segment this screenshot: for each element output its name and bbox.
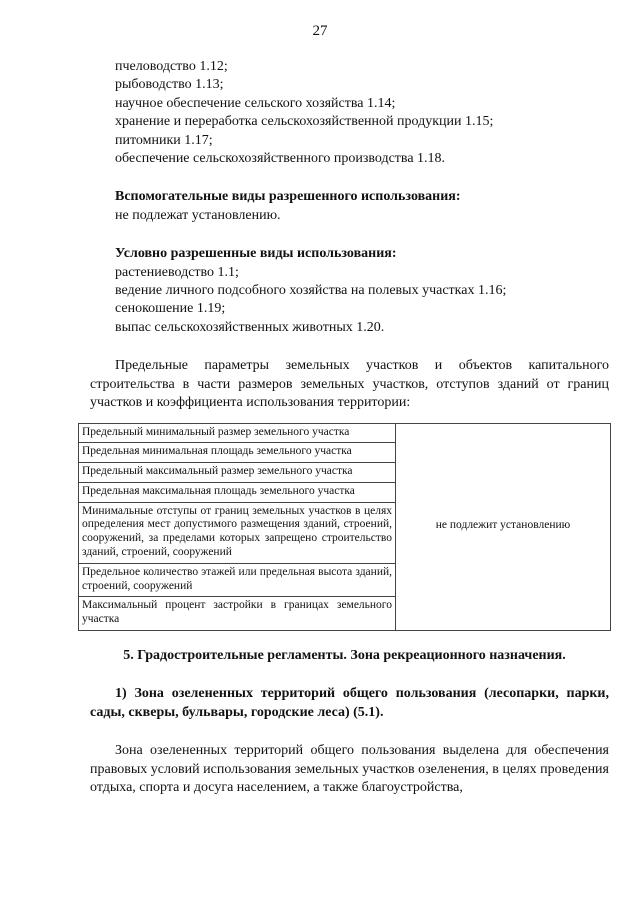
table-cell: Максимальный процент застройки в границах земельного участка <box>79 597 396 631</box>
list-item: питомники 1.17; <box>115 132 213 148</box>
list-item: обеспечение сельскохозяйственного производства 1.18. <box>115 151 446 167</box>
main-uses-list <box>115 58 609 168</box>
subsection-heading: 1) Зона озелененных территорий общего пользования (лесопарки, парки, сады, скверы, бульвары, городские леса) (5.1). <box>90 686 609 720</box>
auxiliary-uses-title: Вспомогательные виды разрешенного использования: <box>115 189 461 205</box>
page-number: 27 <box>312 23 328 39</box>
list-item: ведение личного подсобного хозяйства на полевых участках 1.16; <box>115 283 507 299</box>
auxiliary-uses-text: не подлежат установлению. <box>115 207 281 223</box>
table-cell: Предельный минимальный размер земельного участка <box>79 423 396 443</box>
list-item: научное обеспечение сельского хозяйства 1.14; <box>115 95 396 111</box>
list-item: пчеловодство 1.12; <box>115 59 228 74</box>
table-cell: Предельная минимальная площадь земельного участка <box>79 443 396 463</box>
zone-paragraph: Зона озелененных территорий общего пользования выделена для обеспечения правовых условий использования земельных участков озеленения, в целях проведения отдыха, спорта и досуга населением, а также благоустройства, <box>90 743 609 796</box>
section-heading: 5. Градостроительные регламенты. Зона рекреационного назначения. <box>123 648 566 664</box>
document-body <box>82 58 609 798</box>
limits-value-cell: не подлежит установлению <box>396 423 611 631</box>
list-item: сенокошение 1.19; <box>115 301 226 317</box>
auxiliary-uses <box>115 188 609 225</box>
list-item: хранение и переработка сельскохозяйственной продукции 1.15; <box>115 114 494 130</box>
table-cell: Предельная максимальная площадь земельного участка <box>79 482 396 502</box>
conditional-uses <box>115 245 609 337</box>
list-item: рыбоводство 1.13; <box>115 77 224 93</box>
list-item: выпас сельскохозяйственных животных 1.20. <box>115 319 385 335</box>
table-row <box>79 423 611 443</box>
table-cell: Минимальные отступы от границ земельных участков в целях определения мест допустимого размещения зданий, строений, сооружений, за пределами которых запрещено строительство зданий, строений, сооружений <box>79 502 396 563</box>
table-cell: Предельный максимальный размер земельного участка <box>79 463 396 483</box>
table-cell: Предельное количество этажей или предельная высота зданий, строений, сооружений <box>79 563 396 597</box>
params-intro-paragraph: Предельные параметры земельных участков и объектов капитального строительства в части размеров земельных участков, отступов зданий от границ участков и коэффициента использования территории: <box>90 358 609 411</box>
list-item: растениеводство 1.1; <box>115 264 239 280</box>
conditional-uses-title: Условно разрешенные виды использования: <box>115 246 397 262</box>
limits-table <box>78 423 611 632</box>
